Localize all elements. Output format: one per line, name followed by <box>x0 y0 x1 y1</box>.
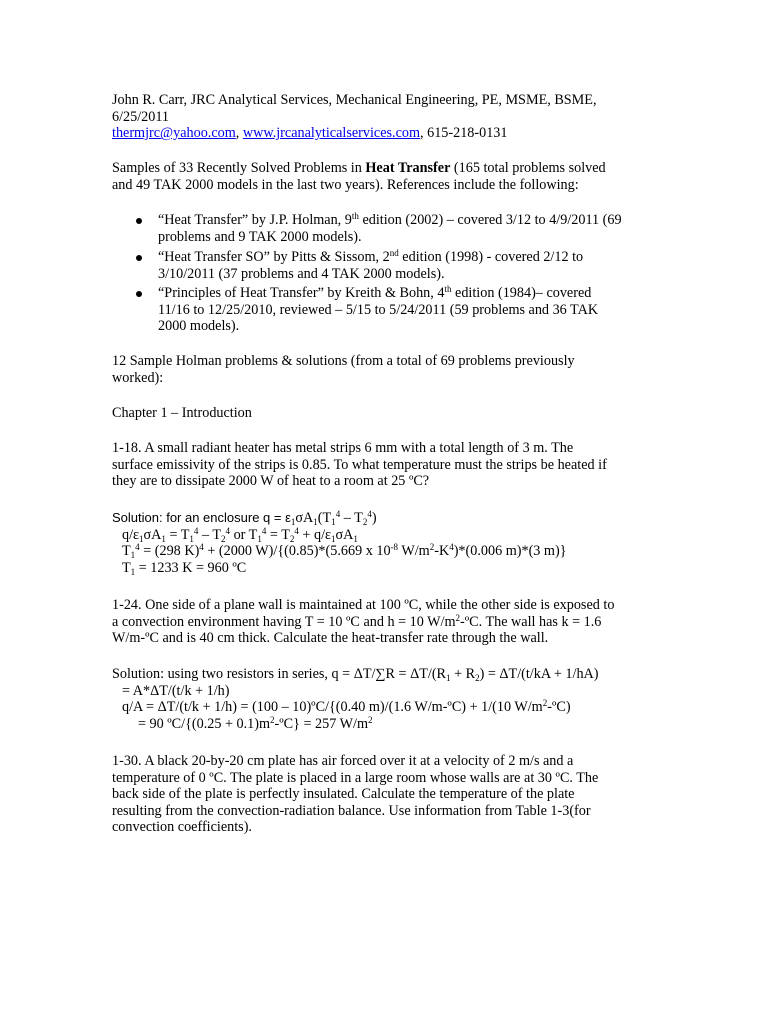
author-line: John R. Carr, JRC Analytical Services, Mechanical Engineering, PE, MSME, BSME, <box>112 92 597 108</box>
author-header <box>112 92 672 142</box>
document-page: John R. Carr, JRC Analytical Services, Mechanical Engineering, PE, MSME, BSME, 6/25/2011 thermjrc@yahoo.com, www.jrcanalyticalservices.com, 615-218-0131 Samples of 33 Recently Solved Problems in Heat Transfer (165 total problems solved and 49 TAK 2000 models in the last two years). References include the following: “Heat Transfer” by J.P. Holman, 9th edition (2002) – covered 3/12 to 4/9/2011 (69 problems and 9 TAK 2000 models). “Heat Transfer SO” by Pitts & Sissom, 2nd edition (1998) - covered 2/12 to 3/10/2011 (37 problems and 4 TAK 2000 models). “Principles of Heat Transfer” by Kreith & Bohn, 4th edition (1984)– covered 11/16 to 12/25/2010, reviewed – 5/15 to 5/24/2011 (59 problems and 36 TAK 2000 models). 12 Sample Holman problems & solutions (from a total of 69 problems previously worked): Chapter 1 – Introduction 1-18. A small radiant heater has metal strips 6 mm with a total length of 3 m. The surface emissivity of the strips is 0.85. To what temperature must the strips be heated if they are to dissipate 2000 W of heat to a room at 25 ºC? Solution: for an enclosure $q = \varepsilon_1\sigma A_1(T_1^4 - T_2^4)$ $q/\varepsilon_1\sigma A_1 = T_1^4 - T_2^4$ or $T_1^4 = T_2^4 + q/\varepsilon_1\sigma A_1$ $T_1^4 = (298$ K)$^4$ + (2000 W)/{(0.85)*(5.669 x $10^{-8}$ $W/m^2-K^4)*(0.006$ m)*(3 m)} $T_1 = 1233$ K = 960 ºC 1-24. One side of a plane wall is maintained at 100 ºC, while the other side is exposed to a convection environment having T = 10 ºC and h = 10 $W/m^2-ºC$. The wall has k = 1.6 W/m-ºC and is 40 cm thick. Calculate the heat-transfer rate through the wall. Solution: using two resistors in series, $q = \Delta T/\sum R = \Delta T/(R_1 + R_2) = \Delta T/(t/kA + 1/hA)$ = A*ΔT/(t/k + 1/h) q/A = ΔT/(t/k + 1/h) = (100 – 10)ºC/{(0.40 m)/(1.6 W/m-ºC) + 1/(10 $W/m^2-ºC$) = 90 ºC/{(0.25 + $0.1)m^2-ºC\} = 257$ $W/m^2$ 1-30. A black 20-by-20 cm plate has air forced over it at a velocity of 2 m/s and a temperature of 0 ºC. The plate is placed in a large room whose walls are at 30 ºC. The back side of the plate is perfectly insulated. Calculate the temperature of the plate resulting from the convection-radiation balance. Use information from Table 1-3(for convection coefficients). <box>0 0 768 1024</box>
solution-1-18: Solution: for an enclosure $q = \varepsilon_1\sigma A_1(T_1^4 - T_2^4)$ $q/\varepsilon_1\sigma A_1 = T_1^4 - T_2^4$ or $T_1^4 = T_2^4 + q/\varepsilon_1\sigma A_1$ $T_1^4 = (298$ K)$^4$ + (2000 W)/{(0.85)*(5.669 x $10^{-8}$ $W/m^2-K^4)*(0.006$ m)*(3 m)} $T_1 = 1233$ K = 960 ºC <box>112 509 567 577</box>
email-link[interactable]: thermjrc@yahoo.com <box>112 125 236 142</box>
solution-1-24: Solution: using two resistors in series, $q = \Delta T/\sum R = \Delta T/(R_1 + R_2) = \Delta T/(t/kA + 1/hA)$ = A*ΔT/(t/k + 1/h) q/A = ΔT/(t/k + 1/h) = (100 – 10)ºC/{(0.40 m)/(1.6 W/m-ºC) + 1/(10 $W/m^2-ºC$) = 90 ºC/{(0.25 + $0.1)m^2-ºC\} = 257$ $W/m^2$ <box>112 666 599 732</box>
phone-number: , 615-218-0131 <box>420 125 508 142</box>
contact-line: thermjrc@yahoo.com, www.jrcanalyticalservices.com, 615-218-0131 <box>112 125 508 142</box>
heat-transfer-bold: Heat Transfer <box>365 160 451 176</box>
header-date: 6/25/2011 <box>112 108 170 125</box>
problem-1-30: 1-30. A black 20-by-20 cm plate has air forced over it at a velocity of 2 m/s and a temperature of 0 ºC. The plate is placed in a large room whose walls are at 30 ºC. The back side of the plate is perfectly insulated. Calculate the temperature of the plate resulting from the convection-radiation balance. Use information from Table 1-3(for convection coefficients). <box>112 753 599 836</box>
website-link[interactable]: www.jrcanalyticalservices.com <box>242 125 421 142</box>
intro-paragraph: Samples of 33 Recently Solved Problems in Heat Transfer (165 total problems solved and 49 TAK 2000 models in the last two years). References include the following: <box>112 160 606 193</box>
bullet-icon <box>136 255 142 261</box>
chapter-heading: Chapter 1 – Introduction <box>112 405 252 421</box>
bullet-icon <box>136 291 142 297</box>
problem-1-24: 1-24. One side of a plane wall is maintained at 100 ºC, while the other side is exposed to a convection environment having T = 10 ºC and h = 10 $W/m^2-ºC$. The wall has k = 1.6 W/m-ºC and is 40 cm thick. Calculate the heat-transfer rate through the wall. <box>112 597 615 647</box>
problem-1-18: 1-18. A small radiant heater has metal strips 6 mm with a total length of 3 m. The surface emissivity of the strips is 0.85. To what temperature must the strips be heated if they are to dissipate 2000 W of heat to a room at 25 ºC? <box>112 440 607 490</box>
samples-paragraph: 12 Sample Holman problems & solutions (from a total of 69 problems previously worked): <box>112 353 575 386</box>
bullet-icon <box>136 218 142 224</box>
